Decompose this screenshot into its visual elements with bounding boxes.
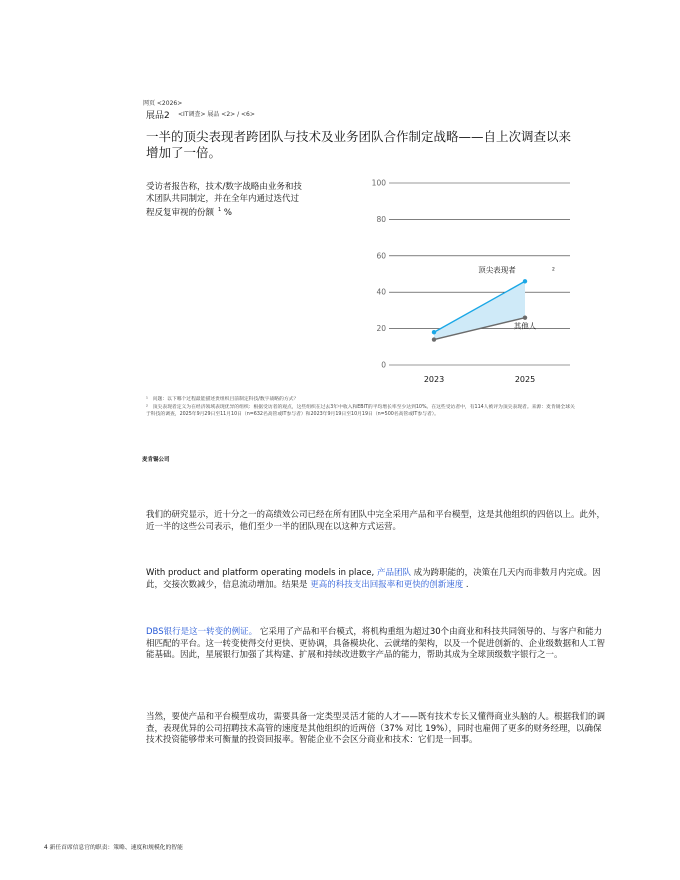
p3-text: 它采用了产品和平台模式，将机构重组为超过30个由商业和科技共同领导的、与客户和能力相匹配的平台。这一转变使得交付更快、更协调，具备模块化、云就绪的架构，以及一个促进创新的、企业级数据和人工智能基础。因此，星展银行加强了其构建、扩展和持续改进数字产品的能力，帮助其成为全球顶级数字银行之一。 — [146, 627, 606, 660]
paragraph-talent: 当然，要使产品和平台模型成功，需要具备一定类型灵活才能的人才——既有技术专长又懂得商业头脑的人。根据我们的调查，表现优异的公司招聘技术高管的速度是其他组织的近两倍（37% 对比 19%），同时也雇佣了更多的财务经理，以确保技术投资能够带来可衡量的投资回报率。智能企业不会区分商业和技术：它们是一回事。 — [146, 712, 606, 745]
line-chart — [365, 175, 580, 390]
data-point — [523, 315, 527, 319]
paragraph-operating-models — [146, 568, 608, 591]
series-footnote-marker: 2 — [552, 267, 555, 273]
y-tick-label: 40 — [376, 287, 386, 297]
x-tick-label: 2023 — [423, 375, 445, 384]
exhibit-headline: 一半的顶尖表现者跨团队与技术及业务团队合作制定战略——自上次调查以来增加了一倍。 — [146, 129, 572, 160]
caption-text: 受访者报告称，技术/数字战略由业务和技术团队共同制定，并在全年内通过迭代过程反复审视的份额 — [146, 182, 302, 218]
series-label-top-performers: 顶尖表现者 — [478, 265, 516, 275]
footnote-1: ¹ 问题：以下哪个过程最能描述贵组织目前制定科技/数字战略的方式？ — [146, 397, 299, 402]
p2-tail-text: . — [463, 579, 469, 590]
data-point — [432, 337, 436, 341]
p2-lead-text: With product and platform operating models in place, — [146, 568, 377, 578]
footnote-2: ² 顶尖表现者定义为在经济领域表现优异的组织：根据受访者的观点，这些组织在过去3年中收入和EBIT的平均增长率至少达到10%。在这些受访者中，有114人被评为顶尖表现者。来源：麦肯锡全球关于科技的调查，2025年9月29日至11月10日（n=632名高管或IT参与者）和2023年9月19日至10月19日（n=500名高管或IT参与者）。 — [146, 404, 575, 417]
exhibit-number: 展品2 — [146, 111, 170, 121]
series-label-others: 其他人 — [513, 321, 537, 331]
page-top-label: 网页 <2026> — [143, 100, 183, 107]
caption-unit: % — [223, 207, 232, 218]
exhibit-subtitle: <IT调查> 展品 <2> / <6> — [178, 111, 255, 118]
data-point — [523, 279, 527, 283]
data-point — [432, 330, 436, 334]
p2-middle-text: 成为跨职能的，决策在几天内而非数月内完成。因此，交接次数减少，信息流动增加。结果是 — [146, 568, 601, 590]
y-tick-label: 60 — [376, 251, 386, 261]
y-tick-label: 80 — [376, 214, 386, 224]
tech-roi-link[interactable]: 更高的科技支出回报率和更快的创新速度 — [310, 579, 464, 590]
product-teams-link[interactable]: 产品团队 — [376, 568, 411, 578]
y-tick-label: 100 — [371, 178, 386, 188]
paragraph-research: 我们的研究显示，近十分之一的高绩效公司已经在所有团队中完全采用产品和平台模型，这是其他组织的四倍以上。此外，近一半的这些公司表示，他们至少一半的团队现在以这种方式运营。 — [146, 510, 606, 532]
y-tick-label: 0 — [381, 360, 386, 370]
gap-area-fill — [434, 281, 525, 339]
y-tick-label: 20 — [376, 324, 386, 334]
chart-footnotes — [146, 396, 576, 419]
caption-footnote-marker: 1 — [218, 207, 222, 213]
dbs-example-link[interactable]: DBS银行是这一转变的例证。 — [146, 627, 258, 637]
chart-caption — [146, 182, 306, 219]
paragraph-dbs — [146, 627, 608, 662]
x-tick-label: 2025 — [514, 375, 536, 384]
page-footer: 4 新任首席信息官的职责：策略、速度和规模化的智能 — [44, 845, 183, 851]
source-brand: 麦肯锡公司 — [142, 457, 170, 463]
